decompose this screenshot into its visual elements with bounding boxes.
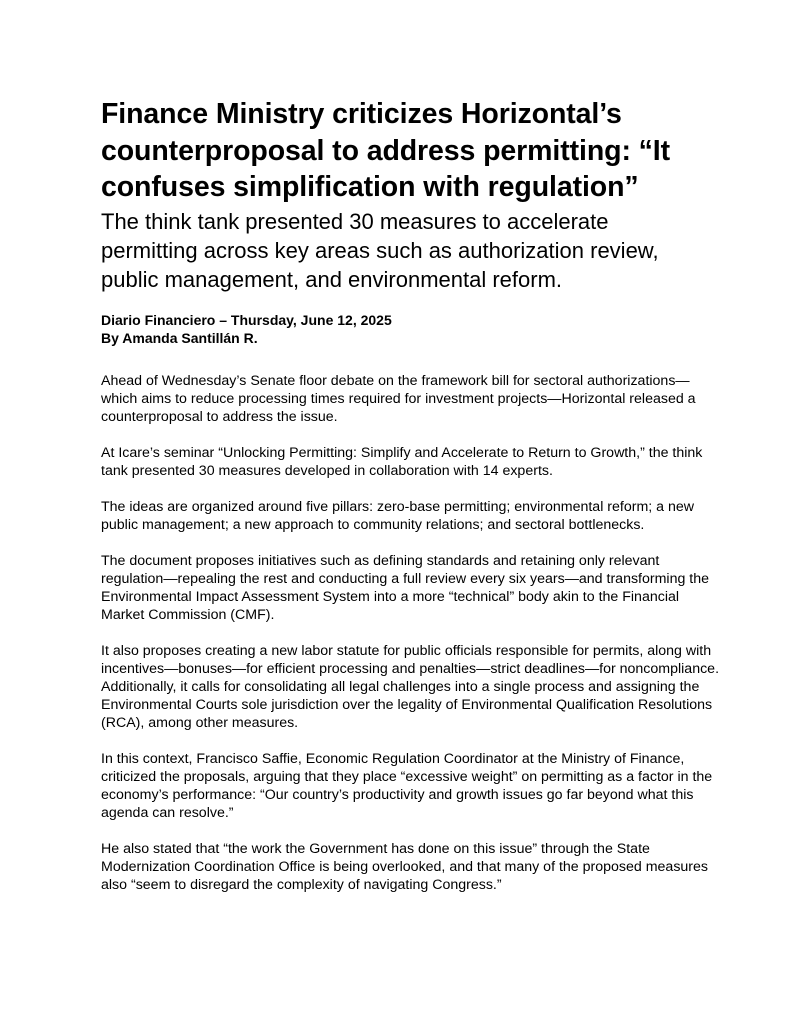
source-line: Diario Financiero – Thursday, June 12, 2025: [101, 311, 392, 328]
article-subheadline: The think tank presented 30 measures to accelerate permitting across key areas such as authorization review, public management, and environmental reform.: [101, 208, 659, 292]
body-paragraph: At Icare’s seminar “Unlocking Permitting: Simplify and Accelerate to Return to Growth,” the think tank presented 30 measures developed in collaboration with 14 experts.: [101, 444, 703, 479]
body-paragraph: It also proposes creating a new labor statute for public officials responsible for permits, along with incentives—bonuses—for efficient processing and penalties—strict deadlines—for noncompliance. Additionally, it calls for consolidating all legal challenges into a single process and assigning the Environmental Courts sole jurisdiction over the legality of Environmental Qualification Resolutions (RCA), among other measures.: [101, 642, 720, 731]
article: [101, 96, 721, 912]
body-paragraph: The document proposes initiatives such as defining standards and retaining only relevant regulation—repealing the rest and conducting a full review every six years—and transforming the Environmental Impact Assessment System into a more “technical” body akin to the Financial Market Commission (CMF).: [101, 552, 710, 623]
body-paragraph: Ahead of Wednesday’s Senate floor debate on the framework bill for sectoral authorizations—which aims to reduce processing times required for investment projects—Horizontal released a counterproposal to address the issue.: [101, 372, 696, 425]
byline: [101, 311, 721, 347]
body-paragraph: In this context, Francisco Saffie, Economic Regulation Coordinator at the Ministry of Finance, criticized the proposals, arguing that they place “excessive weight” on permitting as a factor in the economy’s performance: “Our country’s productivity and growth issues go far beyond what this agenda can resolve.”: [101, 750, 713, 821]
body-paragraph: The ideas are organized around five pillars: zero-base permitting; environmental reform; a new public management; a new approach to community relations; and sectoral bottlenecks.: [101, 498, 695, 533]
author-line: By Amanda Santillán R.: [101, 329, 258, 346]
article-body: [101, 372, 721, 894]
article-headline: Finance Ministry criticizes Horizontal’s counterproposal to address permitting: “It confuses simplification with regulation”: [101, 98, 671, 203]
body-paragraph: He also stated that “the work the Government has done on this issue” through the State Modernization Coordination Office is being overlooked, and that many of the proposed measures also “seem to disregard the complexity of navigating Congress.”: [101, 840, 709, 893]
